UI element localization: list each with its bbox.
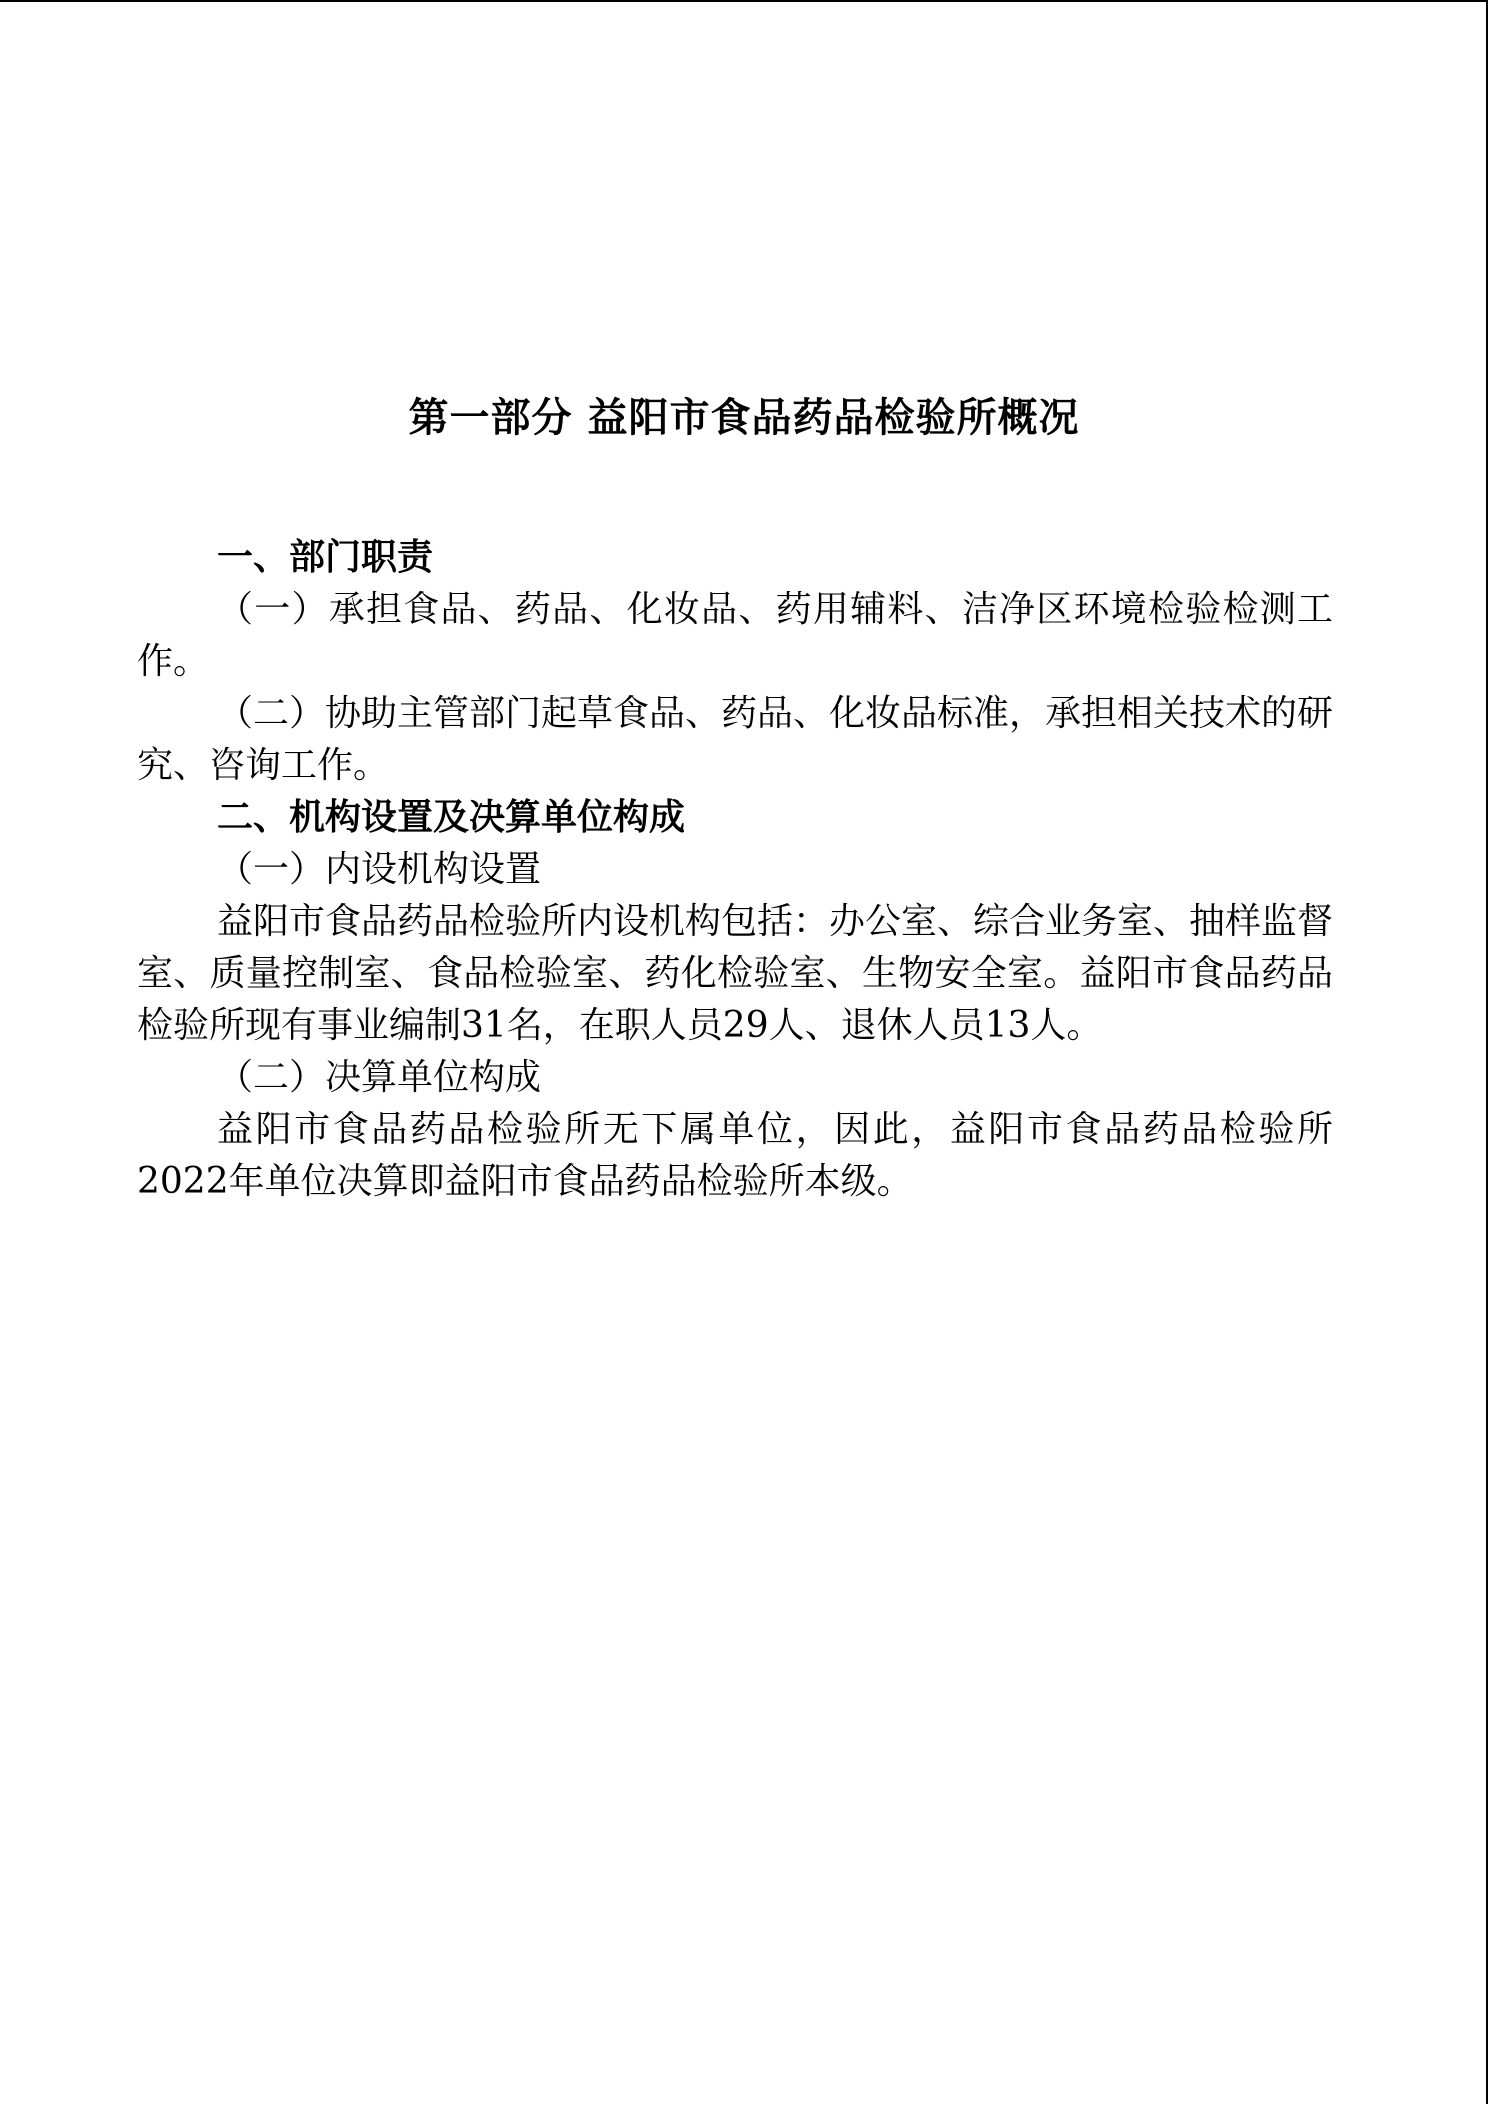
duty-item-2: （二）协助主管部门起草食品、药品、化妆品标准，承担相关技术的研究、咨询工作。 xyxy=(137,693,1334,786)
section-heading-organization: 二、机构设置及决算单位构成 xyxy=(217,797,686,838)
document-body xyxy=(137,532,1333,1208)
internal-structure-paragraph: 益阳市食品药品检验所内设机构包括：办公室、综合业务室、抽样监督室、质量控制室、食品检验室、药化检验室、生物安全室。益阳市食品药品检验所现有事业编制31名，在职人员29人、退休人员13人。 xyxy=(137,901,1334,1046)
section-heading-duties: 一、部门职责 xyxy=(217,537,434,578)
composition-paragraph: 益阳市食品药品检验所无下属单位，因此，益阳市食品药品检验所2022年单位决算即益阳市食品药品检验所本级。 xyxy=(137,1109,1333,1202)
page-title: 第一部分 益阳市食品药品检验所概况 xyxy=(408,395,1080,441)
subsection-heading-internal: （一）内设机构设置 xyxy=(217,849,542,890)
duty-item-1: （一）承担食品、药品、化妆品、药用辅料、洁净区环境检验检测工作。 xyxy=(137,589,1333,682)
page-border-top xyxy=(0,0,1488,2)
subsection-heading-composition: （二）决算单位构成 xyxy=(217,1057,542,1098)
